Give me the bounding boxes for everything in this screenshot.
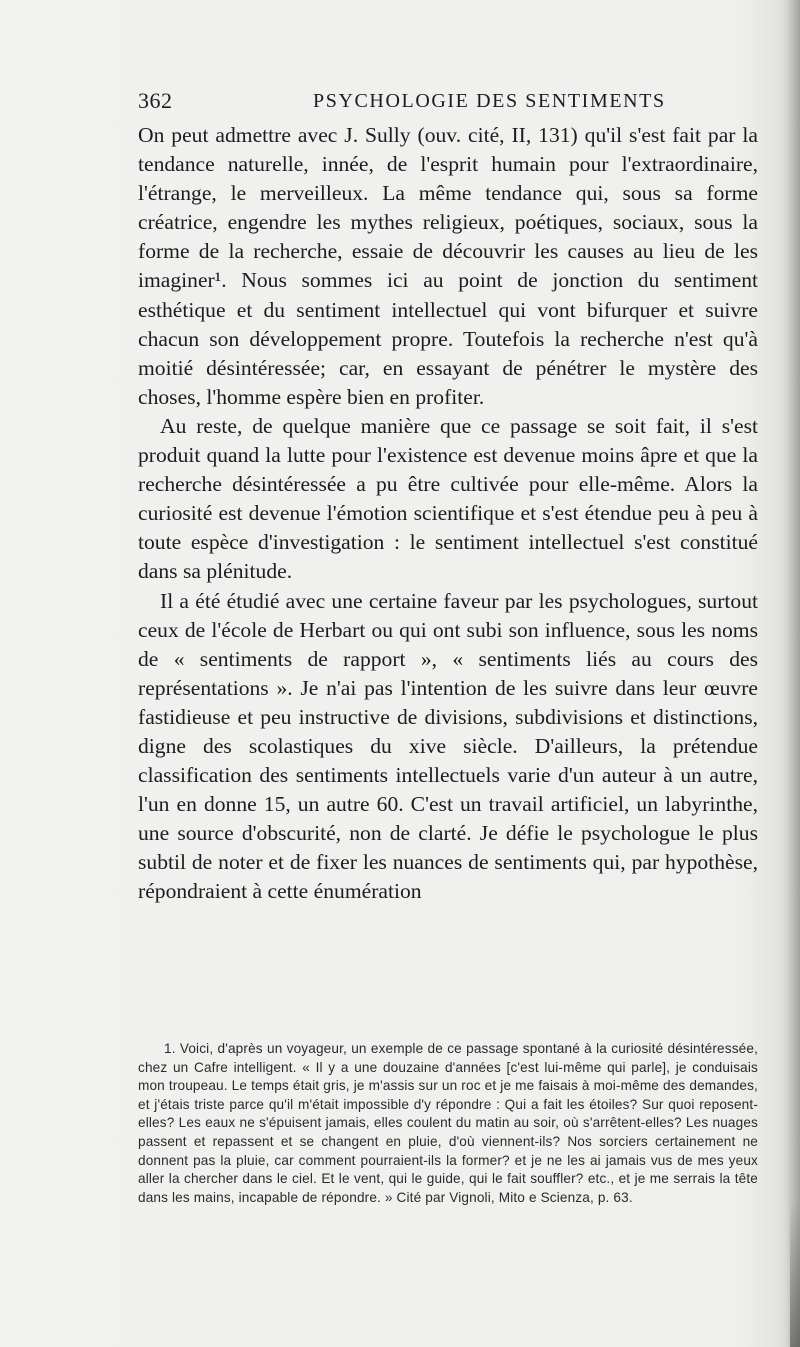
page-edge-shadow (786, 0, 800, 1347)
paragraph-2: Au reste, de quelque manière que ce passage se soit fait, il s'est produit quand la lutte pour l'existence est devenue moins âpre et que la recherche désintéressée a pu être cultivée pour elle-même. Alors la curiosité est devenue l'émotion scientifique et s'est étendue peu à peu à toute espèce d'investigation : le sentiment intellectuel s'est constitué dans sa plénitude. (138, 413, 758, 584)
body-text (138, 121, 758, 907)
paragraph-1: On peut admettre avec J. Sully (ouv. cité, II, 131) qu'il s'est fait par la tendance naturelle, innée, de l'esprit humain pour l'extraordinaire, l'étrange, le merveilleux. La même tendance qui, sous sa forme créatrice, engendre les mythes religieux, poétiques, sociaux, sous la forme de la recherche, essaie de découvrir les causes au lieu de les imaginer¹. Nous sommes ici au point de jonction du sentiment esthétique et du sentiment intellectuel qui vont bifurquer et suivre chacun son développement propre. Toutefois la recherche n'est qu'à moitié désintéressée; car, en essayant de pénétrer le mystère des choses, l'homme espère bien en profiter. (138, 123, 758, 409)
running-title: PSYCHOLOGIE DES SENTIMENTS (313, 90, 666, 112)
page-header (138, 88, 758, 118)
page-number: 362 (138, 88, 173, 113)
paragraph-3: Il a été étudié avec une certaine faveur par les psychologues, surtout ceux de l'école de Herbart ou qui ont subi son influence, sous les noms de « sentiments de rapport », « sentiments liés au cours des représentations ». Je n'ai pas l'intention de les suivre dans leur œuvre fastidieuse et peu instructive de divisions, subdivisions et distinctions, digne des scolastiques du xive siècle. D'ailleurs, la prétendue classification des sentiments intellectuels varie d'un auteur à un autre, l'un en donne 15, un autre 60. C'est un travail artificiel, un labyrinthe, une source d'obscurité, non de clarté. Je défie le psychologue le plus subtil de noter et de fixer les nuances de sentiments qui, par hypothèse, répondraient à cette énumération (138, 588, 758, 904)
page-corner-shadow (790, 1200, 800, 1347)
footnote: 1. Voici, d'après un voyageur, un exemple de ce passage spontané à la curiosité désintéressée, chez un Cafre intelligent. « Il y a une douzaine d'années [c'est lui-même qui parle], je conduisais mon troupeau. Le temps était gris, je m'assis sur un roc et je me faisais à moi-même des demandes, et j'étais triste parce qu'il m'était impossible d'y répondre : Qui a fait les étoiles? Sur quoi reposent-elles? Les eaux ne s'épuisent jamais, elles coulent du matin au soir, où s'arrêtent-elles? Les nuages passent et repassent et se changent en pluie, d'où viennent-ils? Nos sorciers certainement ne donnent pas la pluie, car comment pourraient-ils la former? et je ne les ai jamais vus de mes yeux aller la chercher dans le ciel. Et le vent, qui le guide, qui le fait souffler? etc., et je me serrais la tête dans les mains, incapable de répondre. » Cité par Vignoli, Mito e Scienza, p. 63. (138, 1041, 758, 1205)
